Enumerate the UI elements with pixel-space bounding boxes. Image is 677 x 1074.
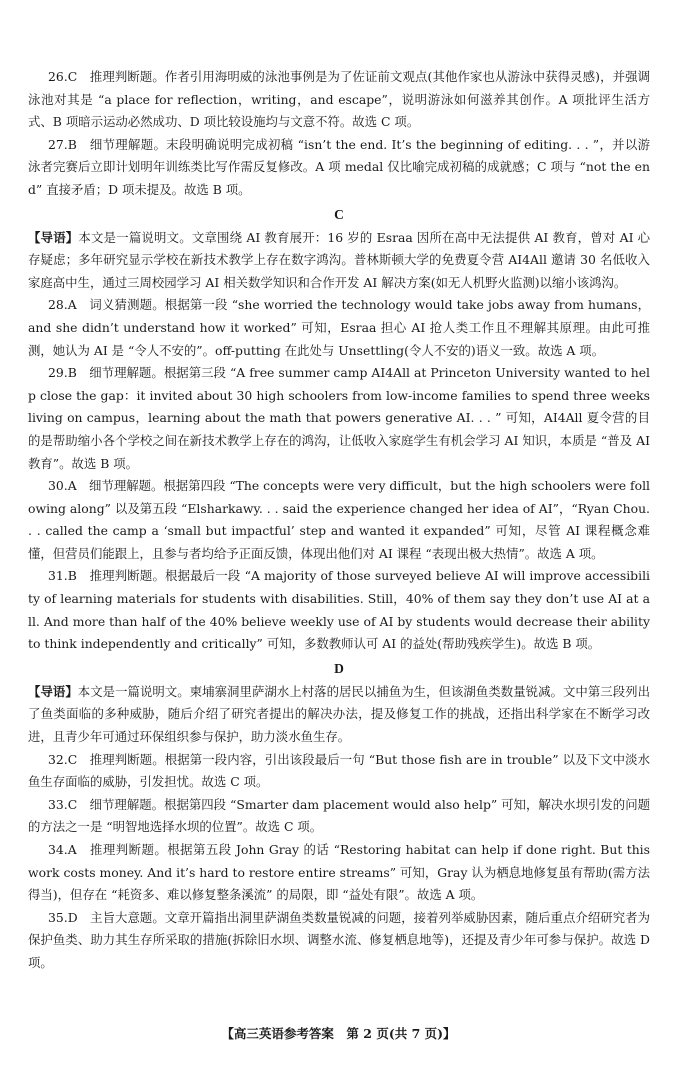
answer-35: 35.D 主旨大意题。文章开篇指出洞里萨湖鱼类数量锐减的问题，接着列举威胁因素，随后重点介绍研究者为保护鱼类、助力其生存所采取的措施(拆除旧水坝、调整水流、修复栖息地等)，还提及青少年可参与保护。故选 D 项。 bbox=[28, 909, 650, 970]
answer-30: 30.A 细节理解题。根据第四段 “The concepts were very difficult，but the high schoolers were following along” 以及第五段 “Elsharkawy. . . said the experience changed her idea of AI”，“Ryan Chou. . . called the camp a ‘small but impactful’ step and wanted it expanded” 可知，尽管 AI 课程概念难懂，但营员们能跟上，且参与者均给予正面反馈，体现出他们对 AI 课程 “表现出极大热情”。故选 A 项。 bbox=[28, 478, 650, 561]
page-footer: 【高三英语参考答案 第 2 页(共 7 页)】 bbox=[221, 1026, 456, 1041]
section-d-intro bbox=[28, 681, 650, 749]
answer-32: 32.C 推理判断题。根据第一段内容，引出该段最后一句 “But those fish are in trouble” 以及下文中淡水鱼生存面临的威胁，引发担忧。故选 C 项。 bbox=[28, 751, 650, 790]
intro-tag: 【导语】 bbox=[28, 229, 79, 245]
intro-tag: 【导语】 bbox=[28, 683, 78, 699]
answer-33: 33.C 细节理解题。根据第四段 “Smarter dam placement would also help” 可知，解决水坝引发的问题的方法之一是 “明智地选择水坝的位置”。故选 C 项。 bbox=[28, 796, 650, 835]
section-d-intro-text: 本文是一篇说明文。柬埔寨洞里萨湖水上村落的居民以捕鱼为生，但该湖鱼类数量锐减。文中第三段列出了鱼类面临的多种威胁，随后介绍了研究者提出的解决办法，提及修复工作的挑战，还指出科学家在不断学习改进，且青少年可通过环保组织参与保护，助力淡水鱼生存。 bbox=[28, 683, 651, 745]
answer-27: 27.B 细节理解题。末段明确说明完成初稿 “isn’t the end. It’s the beginning of editing. . . ”，并以游泳者完赛后立即计划明年训练类比写作需反复修改。A 项 medal 仅比喻完成初稿的成就感；C 项与 “not the end” 直接矛盾；D 项未提及。故选 B 项。 bbox=[28, 136, 650, 197]
answer-34: 34.A 推理判断题。根据第五段 John Gray 的话 “Restoring habitat can help if done right. But this work costs money. And it’s hard to restore entire streams” 可知，Gray 认为栖息地修复虽有帮助(需方法得当)，但存在 “耗资多、难以修复整条溪流” 的局限，即 “益处有限”。故选 A 项。 bbox=[28, 842, 650, 903]
section-c-intro-text: 本文是一篇说明文。文章围绕 AI 教育展开：16 岁的 Esraa 因所在高中无法提供 AI 教育，曾对 AI 心存疑虑；多年研究显示学校在新技术教学上存在数字鸿沟。普林斯顿大学的免费夏令营 AI4All 邀请 30 名低收入家庭高中生，通过三周校园学习 AI 相关数学知识和合作开发 AI 解决方案(如无人机野火监测)以缩小该鸿沟。 bbox=[28, 229, 651, 290]
page-content bbox=[28, 66, 650, 975]
answer-28: 28.A 词义猜测题。根据第一段 “she worried the technology would take jobs away from humans，and she didn’t understand how it worked” 可知，Esraa 担心 AI 抢人类工作且不理解其原理。由此可推测，她认为 AI 是 “令人不安的”。off-putting 在此处与 Unsettling(令人不安的)语义一致。故选 A 项。 bbox=[28, 297, 650, 358]
section-c-heading: C bbox=[334, 206, 344, 222]
answer-31: 31.B 推理判断题。根据最后一段 “A majority of those surveyed believe AI will improve accessibility of learning materials for students with disabilities. Still，40% of them say they don’t use AI at all. And more than half of the 40% believe weekly use of AI by students would decrease their ability to think independently and critically” 可知，多数教师认可 AI 的益处(帮助残疾学生)。故选 B 项。 bbox=[28, 568, 650, 652]
answer-26: 26.C 推理判断题。作者引用海明威的泳池事例是为了佐证前文观点(其他作家也从游泳中获得灵感)，并强调泳池对其是 “a place for reflection，writing，and escape”，说明游泳如何滋养其创作。A 项批评生活方式、B 项暗示运动必然成功、D 项比较设施均与文意不符。故选 C 项。 bbox=[28, 69, 650, 130]
section-d-heading: D bbox=[334, 660, 344, 676]
answer-29: 29.B 细节理解题。根据第三段 “A free summer camp AI4All at Princeton University wanted to help close the gap：it invited about 30 high schoolers from low-income families to spend three weeks living on campus，learning about the math that powers generative AI. . . ” 可知，AI4All 夏令营的目的是帮助缩小各个学校之间在新技术教学上存在的鸿沟，让低收入家庭学生有机会学习 AI 知识，本质是 “普及 AI 教育”。故选 B 项。 bbox=[28, 365, 650, 471]
section-c-intro bbox=[28, 227, 650, 295]
